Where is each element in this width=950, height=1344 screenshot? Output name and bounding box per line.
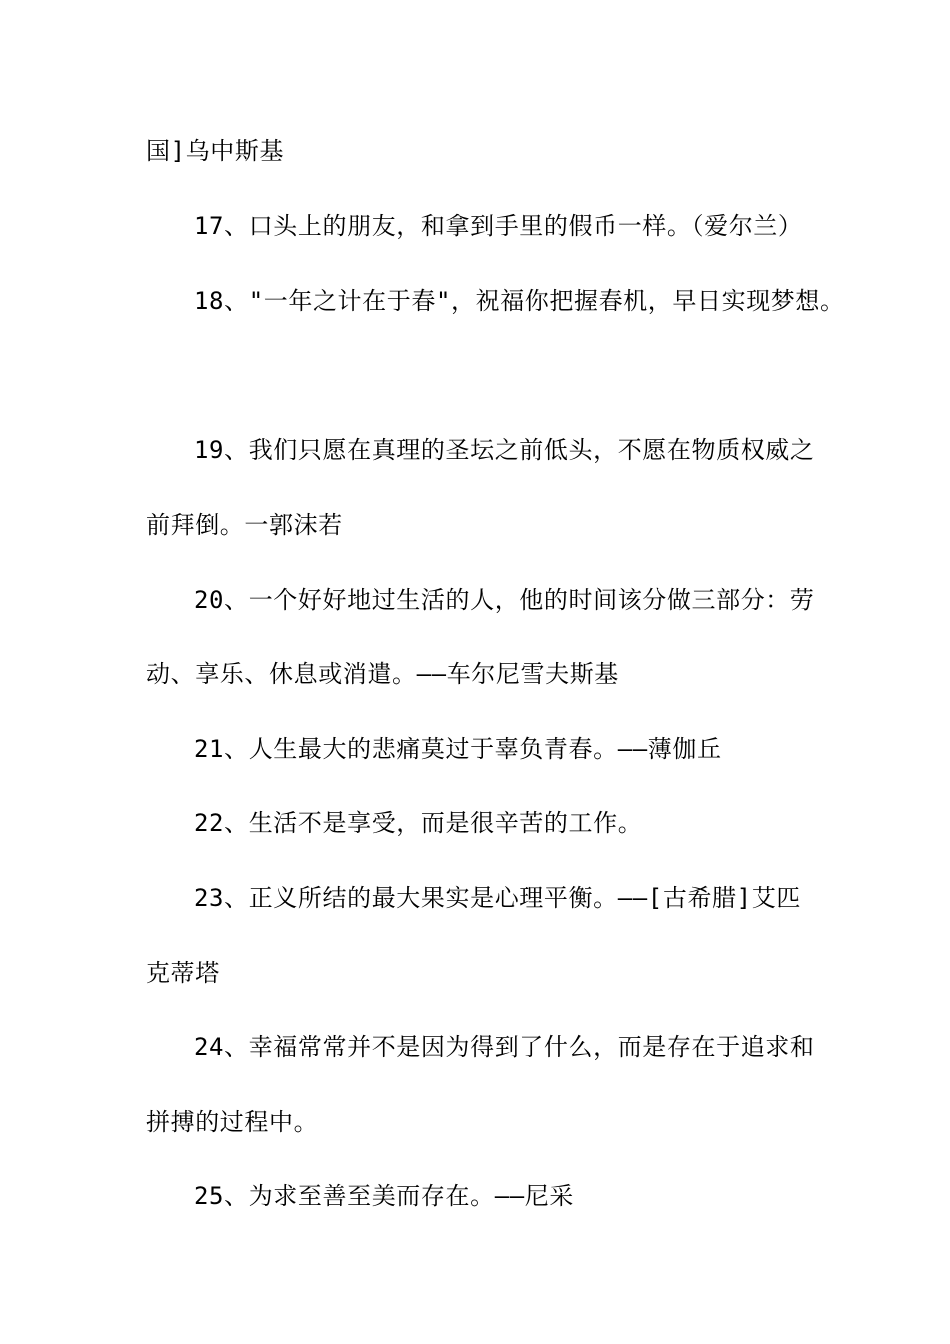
quote-22: 22、生活不是享受，而是很辛苦的工作。 bbox=[194, 809, 643, 837]
quote-20: 20、一个好好地过生活的人，他的时间该分做三部分：劳 bbox=[194, 586, 815, 614]
quote-25: 25、为求至善至美而存在。——尼采 bbox=[194, 1182, 574, 1210]
quote-17: 17、口头上的朋友，和拿到手里的假币一样。（爱尔兰） bbox=[194, 212, 803, 240]
quote-24: 24、幸福常常并不是因为得到了什么，而是存在于追求和 bbox=[194, 1033, 815, 1061]
quote-18: 18、"一年之计在于春"，祝福你把握春机，早日实现梦想。 bbox=[194, 287, 845, 315]
quote-19-continuation: 前拜倒。一郭沫若 bbox=[146, 511, 343, 539]
text-line-continuation: 国]乌中斯基 bbox=[146, 137, 285, 165]
quote-23-continuation: 克蒂塔 bbox=[146, 959, 220, 987]
quote-19: 19、我们只愿在真理的圣坛之前低头，不愿在物质权威之 bbox=[194, 436, 815, 464]
quote-20-continuation: 动、享乐、休息或消遣。——车尔尼雪夫斯基 bbox=[146, 660, 619, 688]
quote-24-continuation: 拼搏的过程中。 bbox=[146, 1108, 319, 1136]
quote-21: 21、人生最大的悲痛莫过于辜负青春。——薄伽丘 bbox=[194, 735, 722, 763]
quote-23: 23、正义所结的最大果实是心理平衡。——[古希腊]艾匹 bbox=[194, 884, 801, 912]
